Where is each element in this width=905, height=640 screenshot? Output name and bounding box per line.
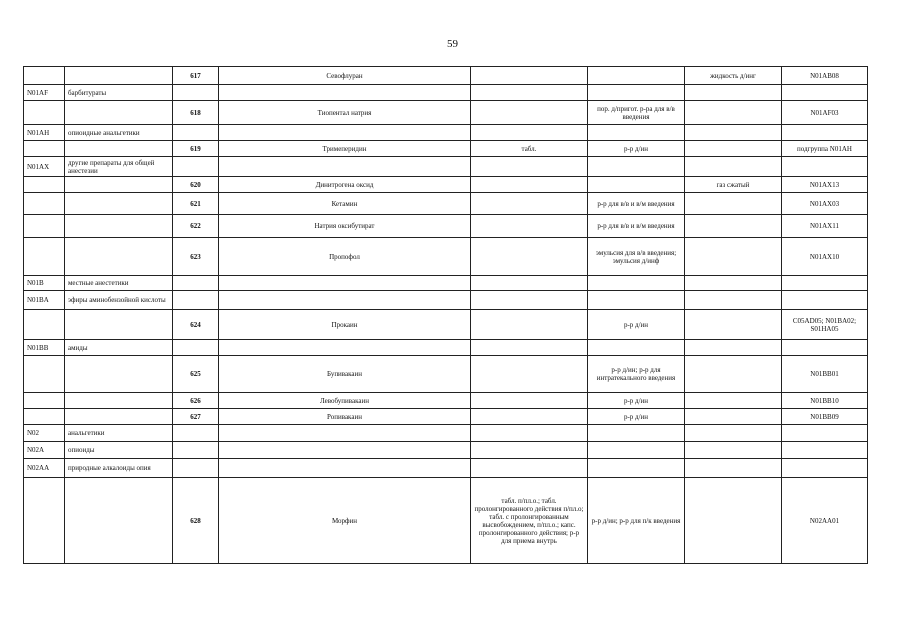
item-number	[173, 276, 219, 291]
atc-code: C05AD05; N01BA02; S01HA05	[782, 310, 868, 340]
dosage-form	[471, 356, 588, 393]
item-number: 619	[173, 141, 219, 157]
atc-code	[782, 459, 868, 478]
atc-group-name	[65, 238, 173, 276]
other-form	[685, 310, 782, 340]
solution-form	[588, 425, 685, 442]
atc-code	[782, 157, 868, 177]
other-form	[685, 157, 782, 177]
atc-code: N02AA01	[782, 478, 868, 564]
dosage-form	[471, 125, 588, 141]
item-number: 628	[173, 478, 219, 564]
atc-group-name: опиоиды	[65, 442, 173, 459]
table-row	[24, 101, 868, 125]
item-number: 624	[173, 310, 219, 340]
item-number: 618	[173, 101, 219, 125]
atc-group-name	[65, 409, 173, 425]
dosage-form	[471, 393, 588, 409]
atc-group-code	[24, 177, 65, 193]
dosage-form	[471, 215, 588, 238]
table-row	[24, 409, 868, 425]
drug-name	[219, 157, 471, 177]
dosage-form	[471, 425, 588, 442]
other-form	[685, 276, 782, 291]
other-form	[685, 393, 782, 409]
atc-code: N01BB01	[782, 356, 868, 393]
dosage-form	[471, 310, 588, 340]
item-number	[173, 425, 219, 442]
atc-code	[782, 125, 868, 141]
atc-group-code: N01AH	[24, 125, 65, 141]
table-row	[24, 193, 868, 215]
atc-group-code	[24, 238, 65, 276]
dosage-form: табл. п/пл.о.; табл. пролонгированного действия п/пл.о; табл. с пролонгированным высвобождением, п/пл.о.; капс. пролонгированного действия; р-р для приема внутрь	[471, 478, 588, 564]
atc-code: подгруппа N01AH	[782, 141, 868, 157]
solution-form	[588, 157, 685, 177]
atc-group-code: N01AF	[24, 85, 65, 101]
drug-name	[219, 291, 471, 310]
solution-form: р-р для в/в и в/м введения	[588, 215, 685, 238]
solution-form: эмульсия для в/в введения; эмульсия д/инф	[588, 238, 685, 276]
drug-name	[219, 276, 471, 291]
table-row	[24, 393, 868, 409]
atc-code	[782, 442, 868, 459]
table-row	[24, 215, 868, 238]
other-form	[685, 340, 782, 356]
dosage-form	[471, 459, 588, 478]
table-row	[24, 340, 868, 356]
atc-group-code: N01BB	[24, 340, 65, 356]
atc-group-code: N02A	[24, 442, 65, 459]
drug-name: Прокаин	[219, 310, 471, 340]
item-number	[173, 442, 219, 459]
atc-code: N01AF03	[782, 101, 868, 125]
atc-group-code	[24, 356, 65, 393]
solution-form: р-р д/ин	[588, 409, 685, 425]
atc-group-code	[24, 141, 65, 157]
other-form	[685, 409, 782, 425]
other-form	[685, 238, 782, 276]
dosage-form	[471, 67, 588, 85]
atc-group-name: природные алкалоиды опия	[65, 459, 173, 478]
item-number: 621	[173, 193, 219, 215]
atc-group-name: местные анестетики	[65, 276, 173, 291]
atc-group-code: N02	[24, 425, 65, 442]
solution-form: р-р для в/в и в/м введения	[588, 193, 685, 215]
solution-form	[588, 291, 685, 310]
table-row	[24, 85, 868, 101]
item-number	[173, 291, 219, 310]
dosage-form: табл.	[471, 141, 588, 157]
table-row	[24, 67, 868, 85]
dosage-form	[471, 442, 588, 459]
table-row	[24, 141, 868, 157]
atc-code	[782, 276, 868, 291]
solution-form: р-р д/ин	[588, 310, 685, 340]
item-number	[173, 340, 219, 356]
drug-name: Ропивакаин	[219, 409, 471, 425]
solution-form	[588, 276, 685, 291]
dosage-form	[471, 177, 588, 193]
table-row	[24, 442, 868, 459]
item-number	[173, 85, 219, 101]
table-row	[24, 478, 868, 564]
table-row	[24, 238, 868, 276]
other-form	[685, 356, 782, 393]
atc-group-code	[24, 101, 65, 125]
drug-name	[219, 442, 471, 459]
atc-group-code	[24, 215, 65, 238]
atc-group-code: N01AX	[24, 157, 65, 177]
solution-form	[588, 125, 685, 141]
dosage-form	[471, 238, 588, 276]
item-number: 626	[173, 393, 219, 409]
table-row	[24, 310, 868, 340]
dosage-form	[471, 85, 588, 101]
item-number: 622	[173, 215, 219, 238]
atc-code: N01AX13	[782, 177, 868, 193]
table-row	[24, 425, 868, 442]
item-number: 627	[173, 409, 219, 425]
solution-form	[588, 85, 685, 101]
solution-form	[588, 459, 685, 478]
solution-form	[588, 177, 685, 193]
table-row	[24, 459, 868, 478]
other-form	[685, 459, 782, 478]
other-form	[685, 101, 782, 125]
drug-name: Кетамин	[219, 193, 471, 215]
atc-code: N01AB08	[782, 67, 868, 85]
atc-group-code	[24, 409, 65, 425]
atc-group-name: амиды	[65, 340, 173, 356]
drug-name: Бупивакаин	[219, 356, 471, 393]
other-form	[685, 215, 782, 238]
atc-group-name	[65, 193, 173, 215]
table-body	[24, 67, 868, 564]
other-form	[685, 478, 782, 564]
atc-group-code	[24, 478, 65, 564]
drug-name: Тримеперидин	[219, 141, 471, 157]
atc-group-code	[24, 193, 65, 215]
table-row	[24, 291, 868, 310]
other-form	[685, 291, 782, 310]
other-form	[685, 425, 782, 442]
atc-group-code: N01B	[24, 276, 65, 291]
drug-name: Пропофол	[219, 238, 471, 276]
atc-group-code	[24, 393, 65, 409]
item-number: 620	[173, 177, 219, 193]
atc-code: N01BB09	[782, 409, 868, 425]
atc-group-name	[65, 215, 173, 238]
atc-code	[782, 340, 868, 356]
atc-group-code	[24, 310, 65, 340]
atc-group-code	[24, 67, 65, 85]
drug-name	[219, 125, 471, 141]
atc-group-name: другие препараты для общей анестезии	[65, 157, 173, 177]
other-form	[685, 125, 782, 141]
table-row	[24, 356, 868, 393]
drug-name: Динитрогена оксид	[219, 177, 471, 193]
other-form	[685, 442, 782, 459]
drug-name	[219, 85, 471, 101]
drug-table	[23, 66, 868, 564]
table-row	[24, 125, 868, 141]
solution-form	[588, 340, 685, 356]
solution-form: пор. д/пригот. р-ра для в/в введения	[588, 101, 685, 125]
atc-group-name	[65, 141, 173, 157]
atc-group-name: эфиры аминобензойной кислоты	[65, 291, 173, 310]
item-number	[173, 125, 219, 141]
atc-group-name	[65, 310, 173, 340]
table-row	[24, 157, 868, 177]
atc-code: N01AX03	[782, 193, 868, 215]
atc-group-name	[65, 101, 173, 125]
drug-name	[219, 425, 471, 442]
table-row	[24, 276, 868, 291]
other-form	[685, 141, 782, 157]
drug-name: Тиопентал натрия	[219, 101, 471, 125]
atc-code: N01BB10	[782, 393, 868, 409]
item-number: 617	[173, 67, 219, 85]
item-number	[173, 459, 219, 478]
drug-name: Морфин	[219, 478, 471, 564]
atc-code	[782, 85, 868, 101]
dosage-form	[471, 193, 588, 215]
atc-group-name	[65, 478, 173, 564]
atc-group-code: N01BA	[24, 291, 65, 310]
atc-code	[782, 425, 868, 442]
dosage-form	[471, 291, 588, 310]
dosage-form	[471, 101, 588, 125]
other-form: жидкость д/инг	[685, 67, 782, 85]
atc-code: N01AX10	[782, 238, 868, 276]
solution-form: р-р д/ин; р-р для интратекального введения	[588, 356, 685, 393]
atc-group-name	[65, 177, 173, 193]
other-form	[685, 193, 782, 215]
atc-group-name	[65, 67, 173, 85]
drug-name	[219, 459, 471, 478]
atc-group-name: анальгетики	[65, 425, 173, 442]
dosage-form	[471, 340, 588, 356]
item-number	[173, 157, 219, 177]
atc-group-name: барбитураты	[65, 85, 173, 101]
atc-group-code: N02AA	[24, 459, 65, 478]
solution-form: р-р д/ин; р-р для п/к введения	[588, 478, 685, 564]
solution-form	[588, 67, 685, 85]
atc-group-name	[65, 356, 173, 393]
atc-group-name	[65, 393, 173, 409]
item-number: 625	[173, 356, 219, 393]
item-number: 623	[173, 238, 219, 276]
atc-code: N01AX11	[782, 215, 868, 238]
atc-group-name: опиоидные анальгетики	[65, 125, 173, 141]
other-form: газ сжатый	[685, 177, 782, 193]
solution-form	[588, 442, 685, 459]
atc-code	[782, 291, 868, 310]
drug-name	[219, 340, 471, 356]
drug-name: Левобупивакаин	[219, 393, 471, 409]
solution-form: р-р д/ин	[588, 141, 685, 157]
dosage-form	[471, 157, 588, 177]
table-row	[24, 177, 868, 193]
page-number: 59	[447, 38, 458, 50]
other-form	[685, 85, 782, 101]
solution-form: р-р д/ин	[588, 393, 685, 409]
dosage-form	[471, 409, 588, 425]
dosage-form	[471, 276, 588, 291]
drug-name: Севофлуран	[219, 67, 471, 85]
drug-name: Натрия оксибутират	[219, 215, 471, 238]
